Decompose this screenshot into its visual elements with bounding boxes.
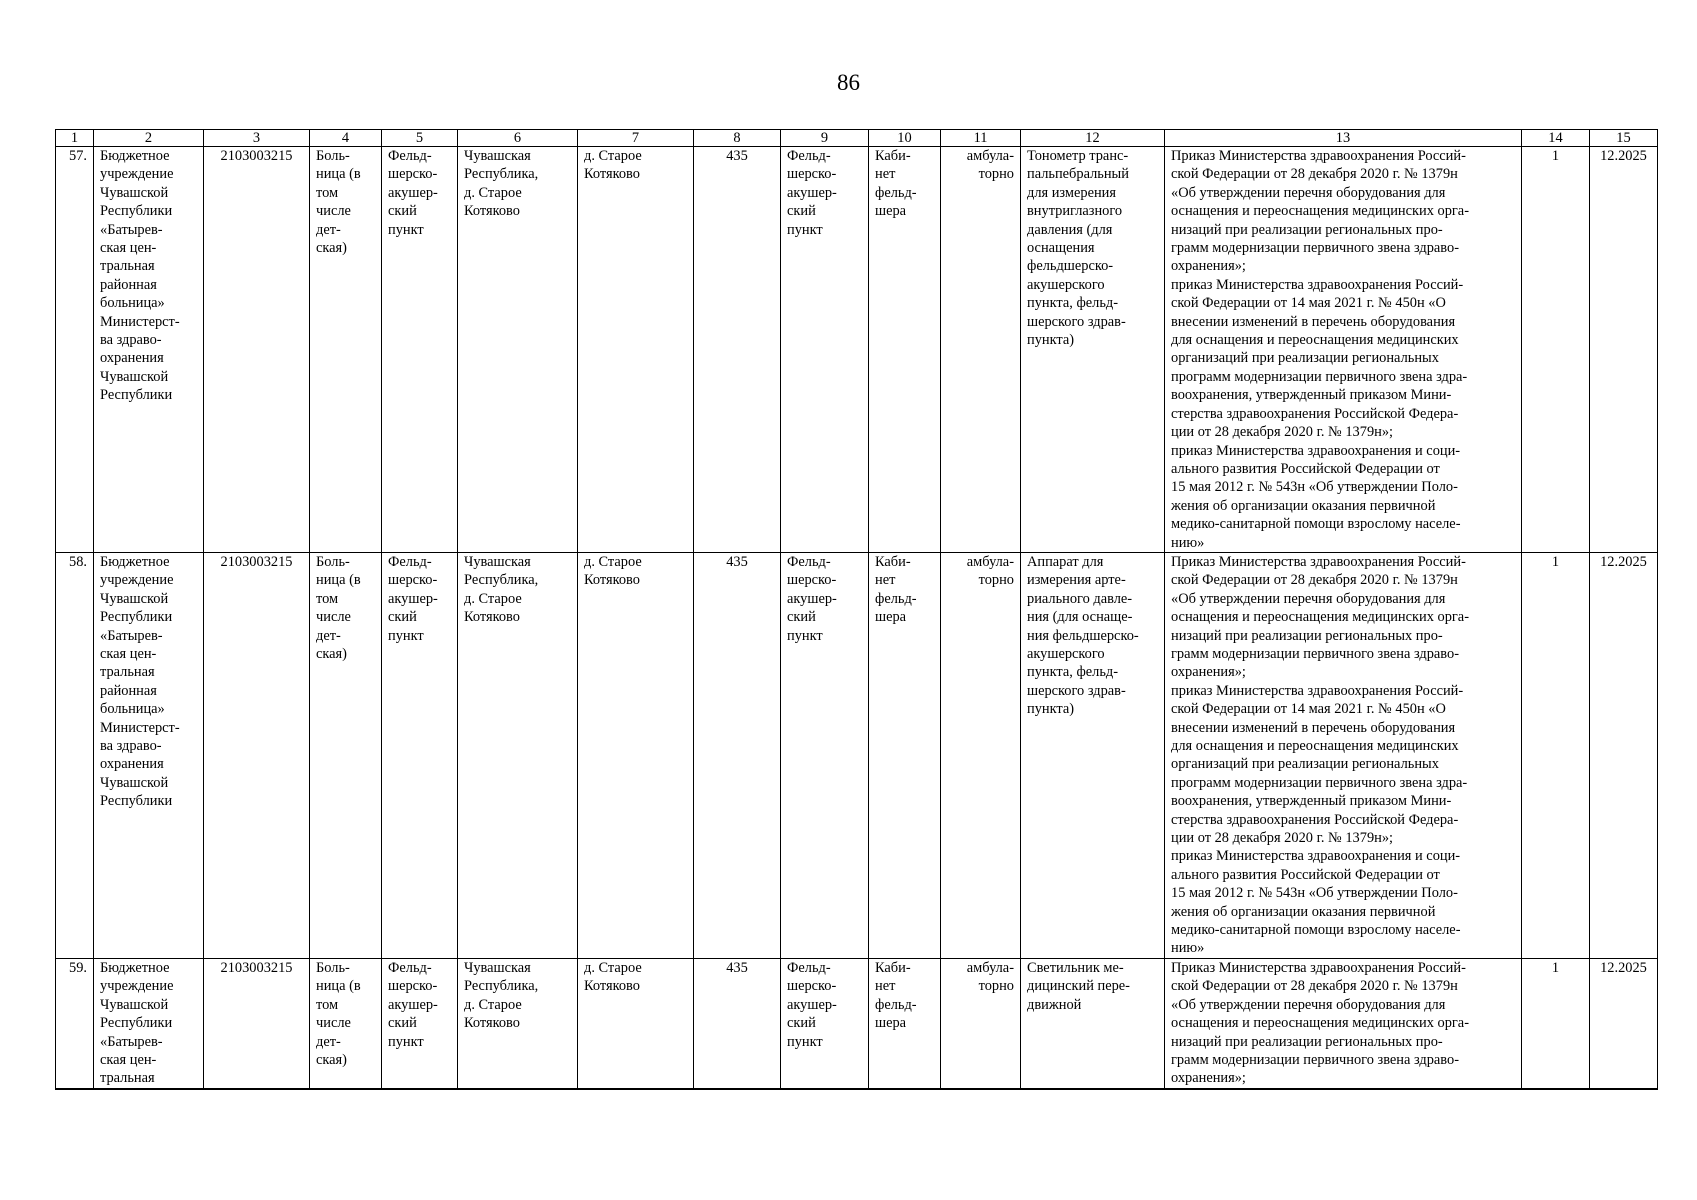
room: Каби- нет фельд- шера (869, 552, 941, 958)
table-row (56, 552, 1658, 958)
care-mode: амбула- торно (941, 552, 1021, 958)
legal-basis: Приказ Министерства здравоохранения Россий- ской Федерации от 28 декабря 2020 г. № 1379н «Об утверждении перечня оборудования для оснащения и переоснащения медицинских орга- низаций при реализации региональных про- грамм модернизации первичного звена здраво- охранения»; приказ Министерства здравоохранения Россий- ской Федерации от 14 мая 2021 г. № 450н «О внесении изменений в перечень оборудования для оснащения и переоснащения медицинских организаций при реализации региональных программ модернизации первичного звена здра- воохранения, утвержденный приказом Мини- стерства здравоохранения Российской Федера- ции от 28 декабря 2020 г. № 1379н»; приказ Министерства здравоохранения и соци- ального развития Российской Федерации от 15 мая 2012 г. № 543н «Об утверждении Поло- жения об организации оказания первичной медико-санитарной помощи взрослому населе- нию» (1165, 147, 1522, 553)
organization-name: Бюджетное учреждение Чувашской Республики «Батырев- ская цен- тральная (94, 958, 204, 1088)
quantity: 1 (1522, 552, 1590, 958)
page-number: 86 (837, 70, 860, 95)
column-number: 13 (1165, 130, 1522, 147)
equipment-name: Аппарат для измерения арте- риального давле- ния (для оснаще- ния фельдшерско- акушерского пункта, фельд- шерского здрав- пункта) (1021, 552, 1165, 958)
column-number: 2 (94, 130, 204, 147)
column-number-row (56, 130, 1658, 147)
table-row (56, 958, 1658, 1088)
care-mode: амбула- торно (941, 147, 1021, 553)
equipment-name: Тонометр транс- пальпебральный для измерения внутриглазного давления (для оснащения фельдшерско- акушерского пункта, фельд- шерского здрав- пункта) (1021, 147, 1165, 553)
room: Каби- нет фельд- шера (869, 958, 941, 1088)
address: Чувашская Республика, д. Старое Котяково (458, 147, 578, 553)
room: Каби- нет фельд- шера (869, 147, 941, 553)
due-date: 12.2025 (1590, 552, 1658, 958)
subdivision: Фельд- шерско- акушер- ский пункт (781, 552, 869, 958)
column-number: 3 (204, 130, 310, 147)
legal-basis: Приказ Министерства здравоохранения Россий- ской Федерации от 28 декабря 2020 г. № 1379н «Об утверждении перечня оборудования для оснащения и переоснащения медицинских орга- низаций при реализации региональных про- грамм модернизации первичного звена здраво- охранения»; приказ Министерства здравоохранения Россий- ской Федерации от 14 мая 2021 г. № 450н «О внесении изменений в перечень оборудования для оснащения и переоснащения медицинских организаций при реализации региональных программ модернизации первичного звена здра- воохранения, утвержденный приказом Мини- стерства здравоохранения Российской Федера- ции от 28 декабря 2020 г. № 1379н»; приказ Министерства здравоохранения и соци- ального развития Российской Федерации от 15 мая 2012 г. № 543н «Об утверждении Поло- жения об организации оказания первичной медико-санитарной помощи взрослому населе- нию» (1165, 552, 1522, 958)
address: Чувашская Республика, д. Старое Котяково (458, 552, 578, 958)
code: 435 (694, 552, 781, 958)
equipment-name: Светильник ме- дицинский пере- движной (1021, 958, 1165, 1088)
subdivision: Фельд- шерско- акушер- ский пункт (781, 147, 869, 553)
structural-unit: Фельд- шерско- акушер- ский пункт (382, 552, 458, 958)
legal-basis: Приказ Министерства здравоохранения Россий- ской Федерации от 28 декабря 2020 г. № 1379н «Об утверждении перечня оборудования для оснащения и переоснащения медицинских орга- низаций при реализации региональных про- грамм модернизации первичного звена здраво- охранения»; (1165, 958, 1522, 1088)
organization-name: Бюджетное учреждение Чувашской Республики «Батырев- ская цен- тральная районная больница» Министерст- ва здраво- охранения Чувашской Республики (94, 147, 204, 553)
quantity: 1 (1522, 958, 1590, 1088)
organization-name: Бюджетное учреждение Чувашской Республики «Батырев- ская цен- тральная районная больница» Министерст- ва здраво- охранения Чувашской Республики (94, 552, 204, 958)
facility-type: Боль- ница (в том числе дет- ская) (310, 958, 382, 1088)
column-number: 12 (1021, 130, 1165, 147)
address: Чувашская Республика, д. Старое Котяково (458, 958, 578, 1088)
row-number: 58. (56, 552, 94, 958)
code: 435 (694, 958, 781, 1088)
code: 435 (694, 147, 781, 553)
care-mode: амбула- торно (941, 958, 1021, 1088)
column-number: 5 (382, 130, 458, 147)
structural-unit: Фельд- шерско- акушер- ский пункт (382, 147, 458, 553)
structural-unit: Фельд- шерско- акушер- ский пункт (382, 958, 458, 1088)
equipment-table (55, 129, 1658, 1090)
locality: д. Старое Котяково (578, 552, 694, 958)
column-number: 11 (941, 130, 1021, 147)
column-number: 4 (310, 130, 382, 147)
facility-type: Боль- ница (в том числе дет- ская) (310, 147, 382, 553)
facility-type: Боль- ница (в том числе дет- ская) (310, 552, 382, 958)
column-number: 6 (458, 130, 578, 147)
row-number: 57. (56, 147, 94, 553)
due-date: 12.2025 (1590, 147, 1658, 553)
row-number: 59. (56, 958, 94, 1088)
column-number: 14 (1522, 130, 1590, 147)
column-number: 8 (694, 130, 781, 147)
locality: д. Старое Котяково (578, 958, 694, 1088)
column-number: 7 (578, 130, 694, 147)
table-row (56, 147, 1658, 553)
inn: 2103003215 (204, 147, 310, 553)
due-date: 12.2025 (1590, 958, 1658, 1088)
column-number: 1 (56, 130, 94, 147)
column-number: 15 (1590, 130, 1658, 147)
locality: д. Старое Котяково (578, 147, 694, 553)
column-number: 10 (869, 130, 941, 147)
subdivision: Фельд- шерско- акушер- ский пункт (781, 958, 869, 1088)
column-number: 9 (781, 130, 869, 147)
inn: 2103003215 (204, 552, 310, 958)
quantity: 1 (1522, 147, 1590, 553)
inn: 2103003215 (204, 958, 310, 1088)
